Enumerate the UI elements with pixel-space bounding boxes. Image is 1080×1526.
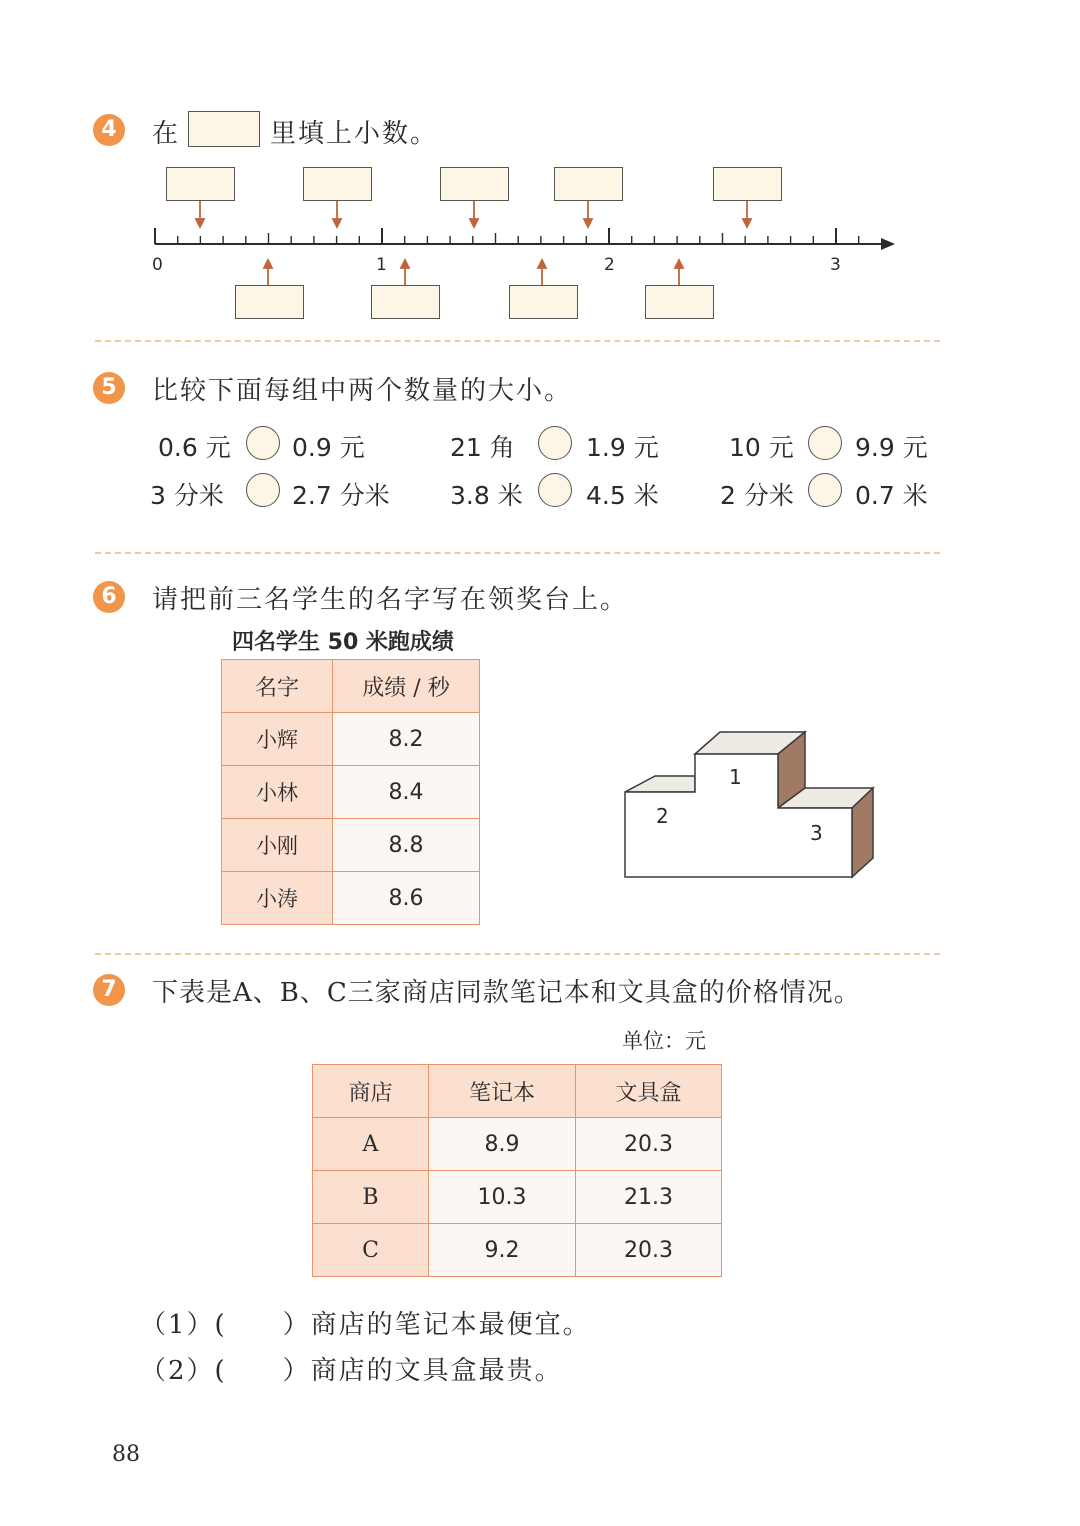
student-score: 8.4 xyxy=(333,766,480,819)
compare-right-4: 2.7 分米 xyxy=(292,481,390,510)
sub-question-1: （1）( ）商店的笔记本最便宜。 xyxy=(140,1310,591,1340)
notebook-price: 8.9 xyxy=(429,1118,576,1171)
podium-third-label: 3 xyxy=(810,821,823,845)
header-notebook: 笔记本 xyxy=(429,1065,576,1118)
compare-left-4: 3 分米 xyxy=(150,481,224,510)
student-name: 小林 xyxy=(222,766,333,819)
pencil-case-price: 21.3 xyxy=(576,1171,722,1224)
question-number-7: 7 xyxy=(93,974,125,1006)
question-number-6: 6 xyxy=(93,581,125,613)
axis-label-0: 0 xyxy=(152,255,163,275)
unit-label: 单位：元 xyxy=(622,1029,706,1053)
compare-circle-2[interactable] xyxy=(538,426,572,460)
header-pencil-case: 文具盒 xyxy=(576,1065,722,1118)
compare-circle-4[interactable] xyxy=(246,473,280,507)
q4-prefix: 在 xyxy=(152,119,181,149)
compare-circle-5[interactable] xyxy=(538,473,572,507)
podium-first-label: 1 xyxy=(729,765,742,789)
compare-left-5: 3.8 米 xyxy=(450,481,523,510)
section-divider xyxy=(95,953,940,955)
table-title: 四名学生 50 米跑成绩 xyxy=(232,630,454,655)
question-number-5: 5 xyxy=(93,372,125,404)
q4-instruction: 里填上小数。 xyxy=(270,119,439,149)
student-name: 小涛 xyxy=(222,872,333,925)
student-name: 小辉 xyxy=(222,713,333,766)
header-name: 名字 xyxy=(222,660,333,713)
axis-label-3: 3 xyxy=(830,255,841,275)
compare-left-2: 21 角 xyxy=(450,433,515,462)
notebook-price: 9.2 xyxy=(429,1224,576,1277)
q5-instruction: 比较下面每组中两个数量的大小。 xyxy=(152,376,573,406)
store-name: A xyxy=(313,1118,429,1171)
compare-circle-6[interactable] xyxy=(808,473,842,507)
student-score: 8.8 xyxy=(333,819,480,872)
header-score: 成绩 / 秒 xyxy=(333,660,480,713)
sub-question-2: （2）( ）商店的文具盒最贵。 xyxy=(140,1356,563,1386)
compare-circle-1[interactable] xyxy=(246,426,280,460)
pencil-case-price: 20.3 xyxy=(576,1224,722,1277)
compare-right-5: 4.5 米 xyxy=(586,481,659,510)
student-score: 8.6 xyxy=(333,872,480,925)
compare-left-1: 0.6 元 xyxy=(158,433,231,462)
section-divider xyxy=(95,552,940,554)
pencil-case-price: 20.3 xyxy=(576,1118,722,1171)
number-line xyxy=(0,0,1080,340)
store-price-table xyxy=(312,1064,722,1277)
notebook-price: 10.3 xyxy=(429,1171,576,1224)
podium-illustration xyxy=(610,720,890,890)
axis-label-1: 1 xyxy=(376,255,387,275)
compare-left-3: 10 元 xyxy=(729,433,794,462)
header-store: 商店 xyxy=(313,1065,429,1118)
axis-label-2: 2 xyxy=(604,255,615,275)
student-name: 小刚 xyxy=(222,819,333,872)
compare-right-1: 0.9 元 xyxy=(292,433,365,462)
q6-instruction: 请把前三名学生的名字写在领奖台上。 xyxy=(152,585,629,615)
question-number-4: 4 xyxy=(93,114,125,146)
compare-right-2: 1.9 元 xyxy=(586,433,659,462)
section-divider xyxy=(95,340,940,342)
compare-left-6: 2 分米 xyxy=(720,481,794,510)
running-results-table xyxy=(221,659,480,925)
page-number: 88 xyxy=(112,1442,140,1467)
number-line-ticks xyxy=(155,228,859,244)
arrow-right-icon xyxy=(881,238,895,250)
q7-instruction: 下表是A、B、C三家商店同款笔记本和文具盒的价格情况。 xyxy=(152,978,861,1008)
student-score: 8.2 xyxy=(333,713,480,766)
compare-right-6: 0.7 米 xyxy=(855,481,928,510)
store-name: C xyxy=(313,1224,429,1277)
podium-second-label: 2 xyxy=(656,804,669,828)
compare-circle-3[interactable] xyxy=(808,426,842,460)
store-name: B xyxy=(313,1171,429,1224)
compare-right-3: 9.9 元 xyxy=(855,433,928,462)
